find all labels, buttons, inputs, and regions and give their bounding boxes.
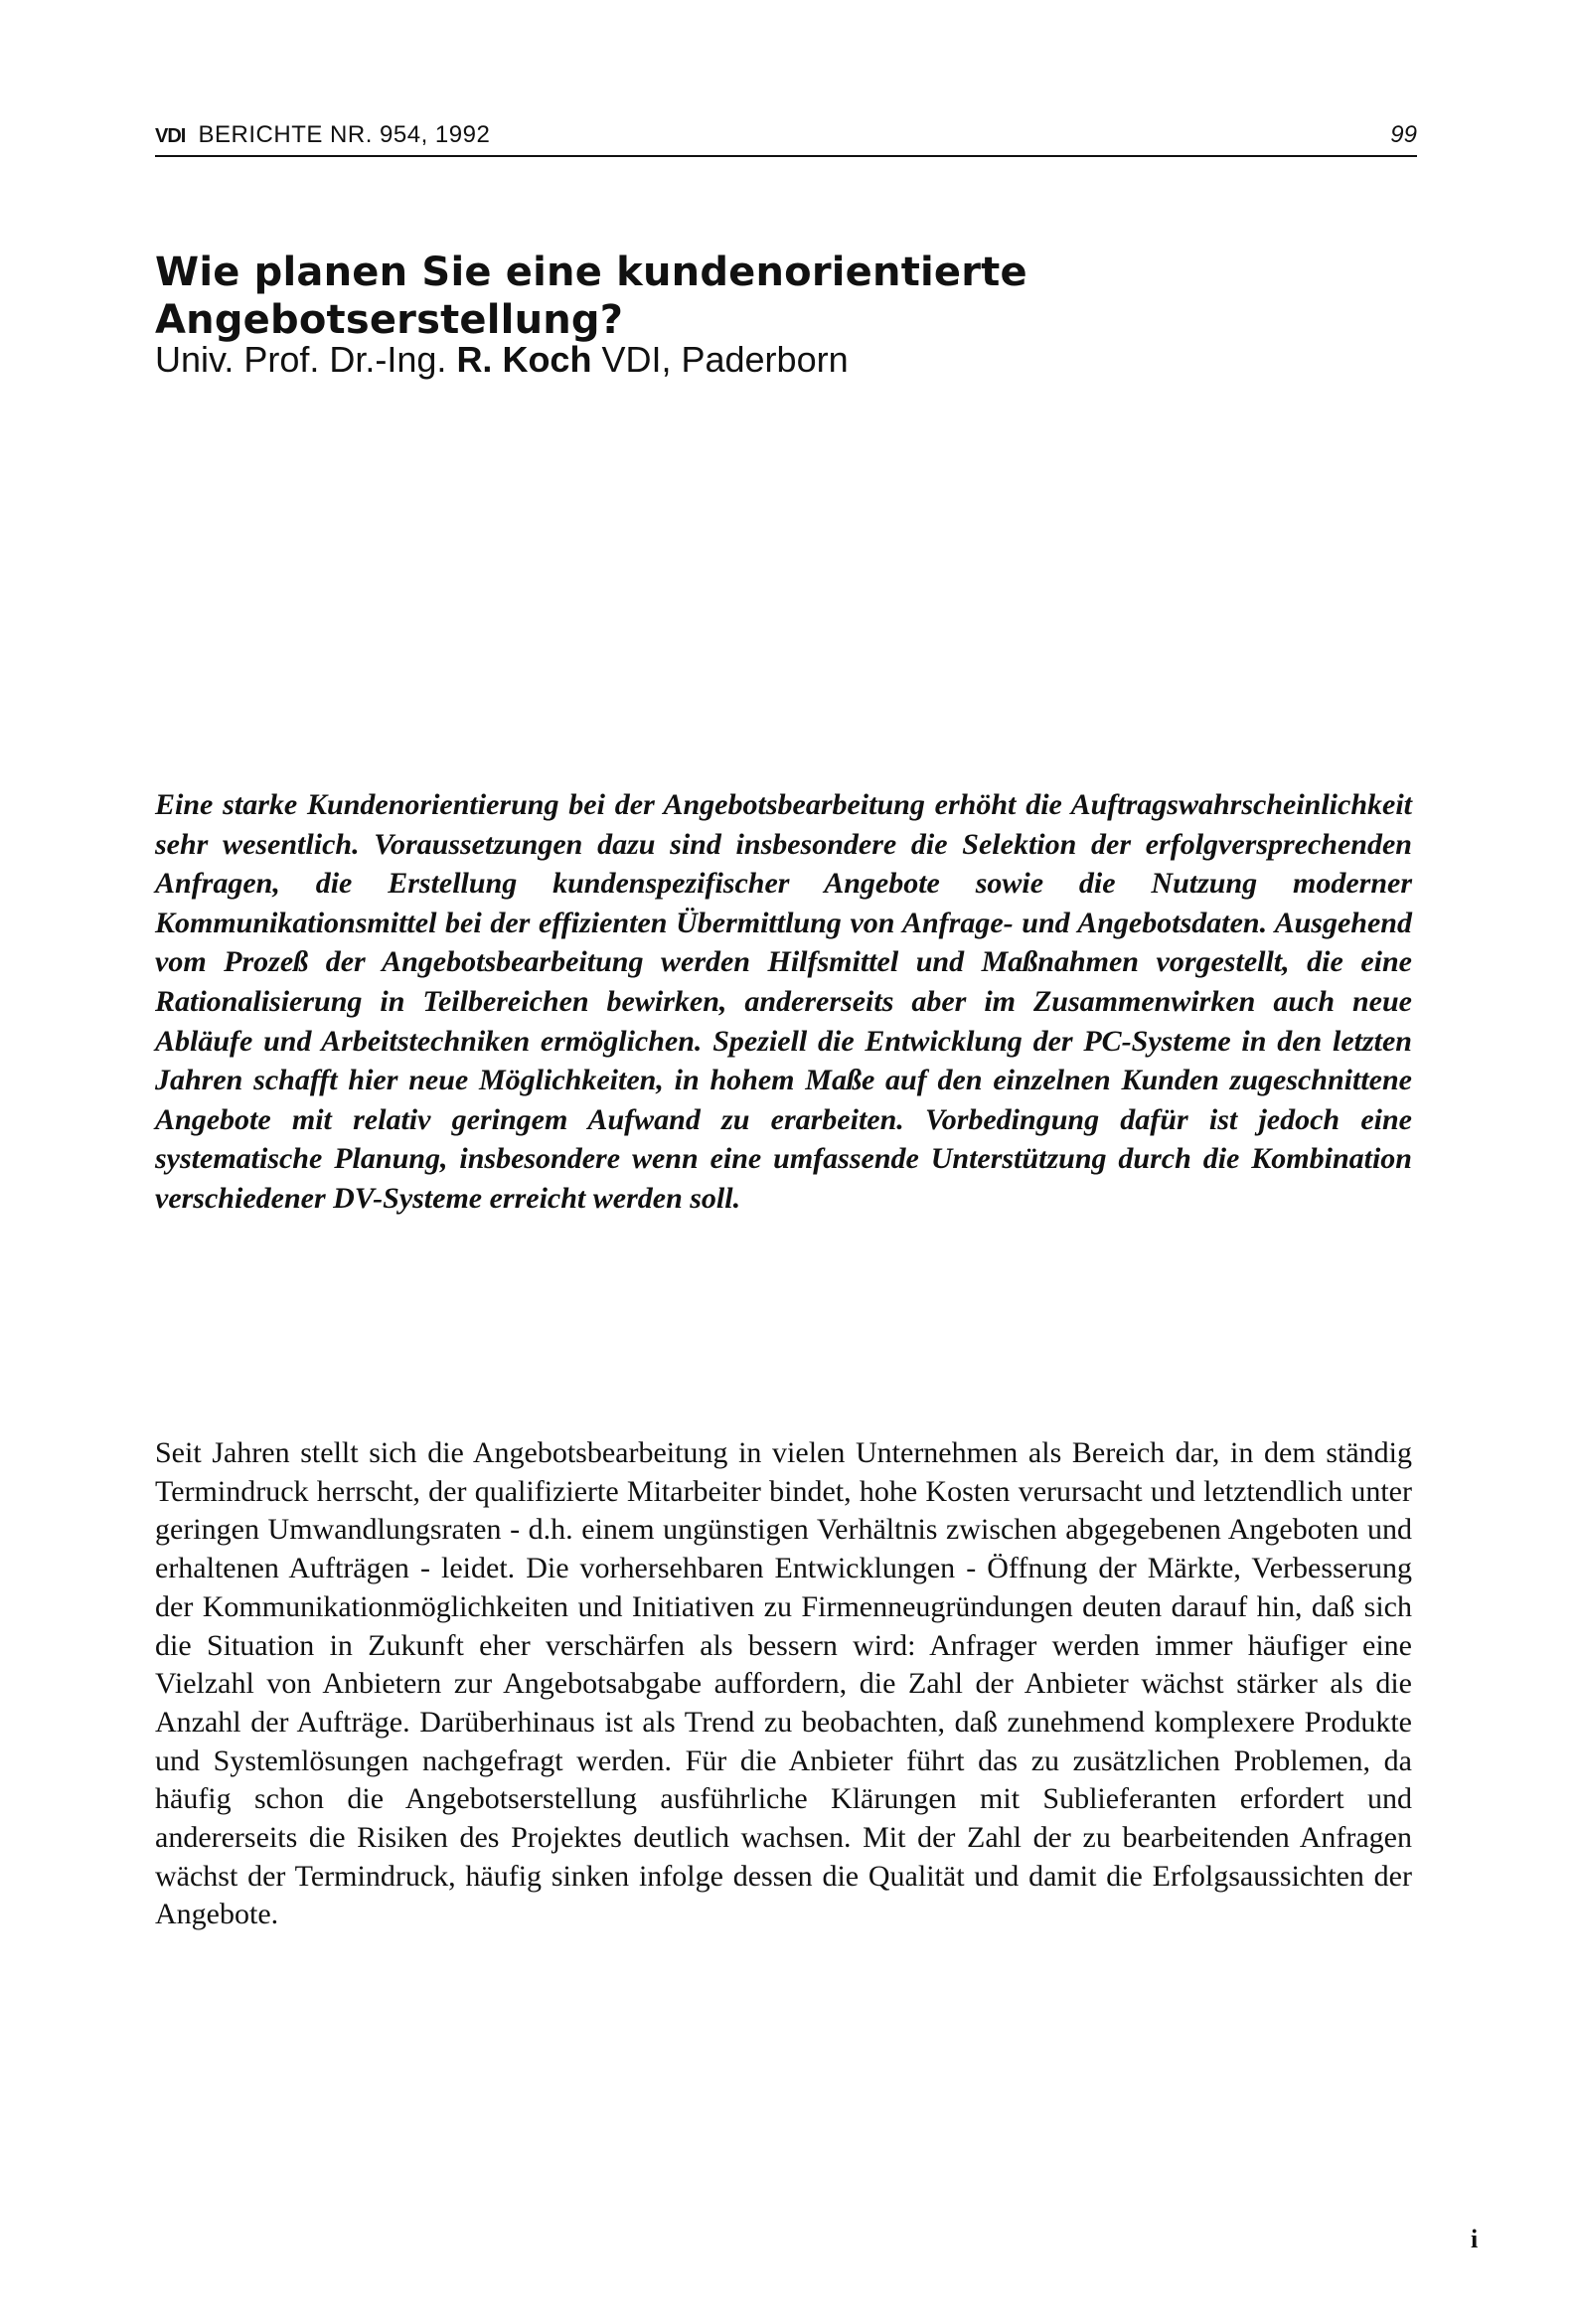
paper-title: Wie planen Sie eine kundenorientierte Angebotserstellung? xyxy=(155,249,1027,343)
author-name: R. Koch xyxy=(456,339,592,380)
author-prefix: Univ. Prof. Dr.-Ing. xyxy=(155,339,447,380)
series-label: BERICHTE NR. 954, 1992 xyxy=(198,121,491,148)
author-affiliation: VDI, Paderborn xyxy=(601,339,849,380)
author-line xyxy=(155,338,849,382)
page-header xyxy=(155,111,1417,157)
vdi-logo: VDI xyxy=(155,125,186,147)
footer-mark: i xyxy=(1471,2225,1479,2253)
page-number: 99 xyxy=(1390,121,1417,148)
header-series-info xyxy=(155,121,490,149)
abstract: Eine starke Kundenorientierung bei der Angebotsbearbeitung erhöht die Auftragswahrscheinlichkeit sehr wesentlich. Voraussetzungen dazu sind insbesondere die Selektion der erfolgversprechenden Anfragen, die Erstellung kundenspezifischer Angebote sowie die Nutzung moderner Kommunikationsmittel bei der effizienten Übermittlung von Anfrage- und Angebotsdaten. Ausgehend vom Prozeß der Angebotsbearbeitung werden Hilfsmittel und Maßnahmen vorgestellt, die eine Rationalisierung in Teilbereichen bewirken, andererseits aber im Zusammenwirken auch neue Abläufe und Arbeitstechniken ermöglichen. Speziell die Entwicklung der PC-Systeme in den letzten Jahren schafft hier neue Möglichkeiten, in hohem Maße auf den einzelnen Kunden zugeschnittene Angebote mit relativ geringem Aufwand zu erarbeiten. Vorbedingung dafür ist jedoch eine systematische Planung, insbesondere wenn eine umfassende Unterstützung durch die Kombination verschiedener DV-Systeme erreicht werden soll. xyxy=(155,788,1412,1215)
body-paragraph: Seit Jahren stellt sich die Angebotsbearbeitung in vielen Unternehmen als Bereich dar, in dem ständig Termindruck herrscht, der qualifizierte Mitarbeiter bindet, hohe Kosten verursacht und letztendlich unter geringen Umwandlungsraten - d.h. einem ungünstigen Verhältnis zwischen abgegebenen Angeboten und erhaltenen Aufträgen - leidet. Die vorhersehbaren Entwicklungen - Öffnung der Märkte, Verbesserung der Kommunikationmöglichkeiten und Initiativen zu Firmenneugründungen deuten darauf hin, daß sich die Situation in Zukunft eher verschärfen als bessern wird: Anfrager werden immer häufiger eine Vielzahl von Anbietern zur Angebotsabgabe auffordern, die Zahl der Anbieter wächst stärker als die Anzahl der Aufträge. Darüberhinaus ist als Trend zu beobachten, daß zunehmend komplexere Produkte und Systemlösungen nachgefragt werden. Für die Anbieter führt das zu zusätzlichen Problemen, da häufig schon die Angebotserstellung ausführliche Klärungen mit Sublieferanten erfordert und andererseits die Risiken des Projektes deutlich wachsen. Mit der Zahl der zu bearbeitenden Anfragen wächst der Termindruck, häufig sinken infolge dessen die Qualität und damit die Erfolgsaussichten der Angebote. xyxy=(155,1436,1412,1931)
